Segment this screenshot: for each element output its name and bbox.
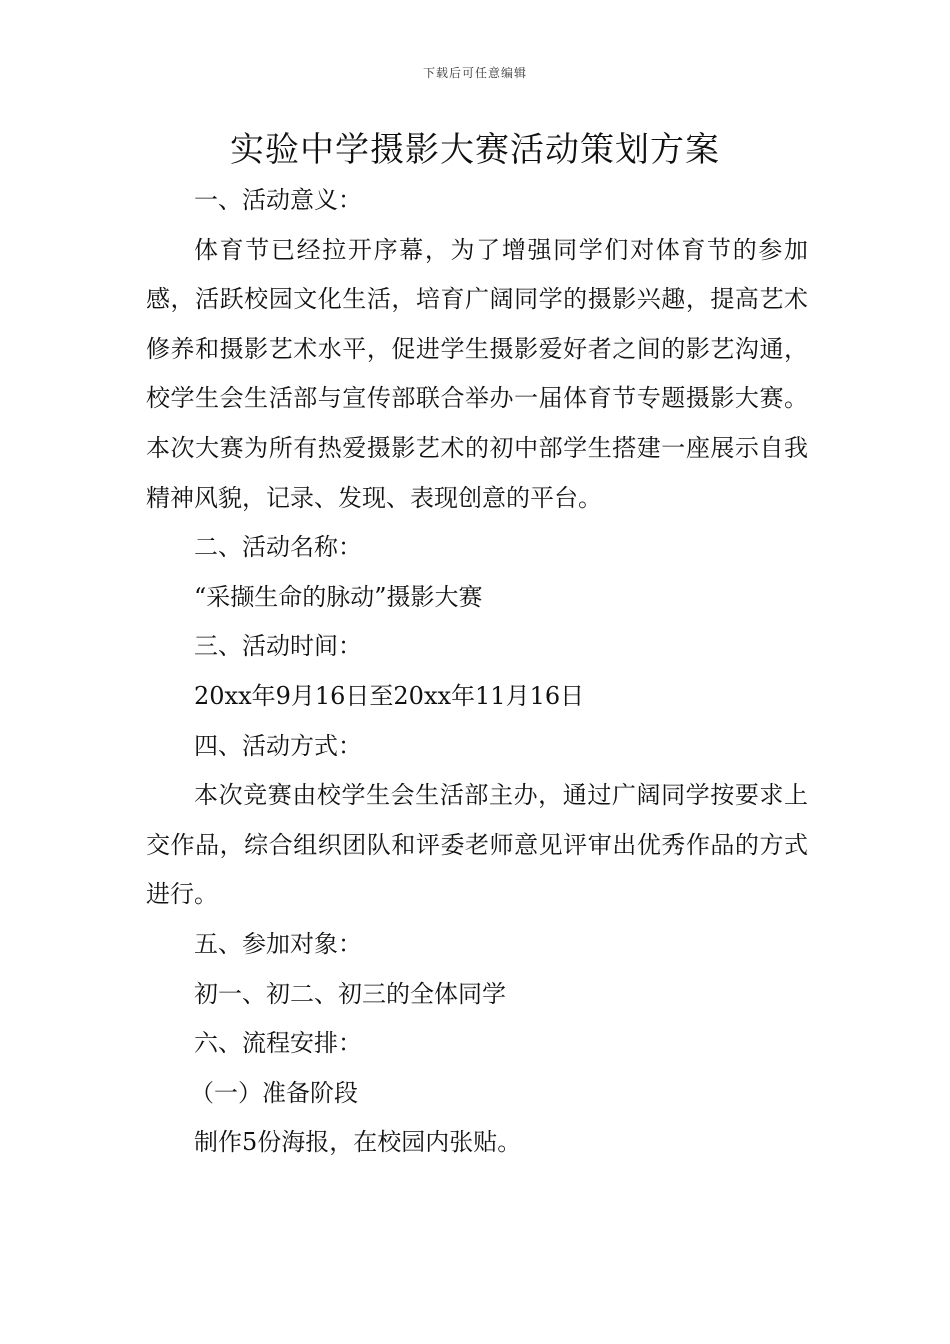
header-note: 下载后可任意编辑: [422, 66, 527, 80]
section-body-purpose: 体育节已经拉开序幕，为了增强同学们对体育节的参加感，活跃校园文化生活，培育广阔同学的摄影兴趣，提高艺术修养和摄影艺术水平，促进学生摄影爱好者之间的影艺沟通，校学生会生活部与宣传部联合举办一届体育节专题摄影大赛。本次大赛为所有热爱摄影艺术的初中部学生搭建一座展示自我精神风貌，记录、发现、表现创意的平台。: [146, 235, 808, 512]
section-heading-process: 六、流程安排：: [194, 1029, 362, 1058]
section-body-participants: 初一、初二、初三的全体同学: [194, 979, 506, 1008]
section-heading-method: 四、活动方式：: [194, 731, 362, 760]
subsection-heading-preparation: （一）准备阶段: [190, 1078, 358, 1107]
section-heading-name: 二、活动名称：: [194, 533, 362, 562]
section-heading-participants: 五、参加对象：: [194, 929, 362, 958]
section-body-method: 本次竞赛由校学生会生活部主办，通过广阔同学按要求上交作品，综合组织团队和评委老师意见评审出优秀作品的方式进行。: [146, 781, 808, 909]
section-heading-time: 三、活动时间：: [194, 632, 362, 661]
document-title: 实验中学摄影大赛活动策划方案: [230, 130, 720, 170]
section-body-time: 20xx年9月16日至20xx年11月16日: [194, 681, 585, 710]
section-heading-purpose: 一、活动意义：: [194, 186, 362, 214]
subsection-body-preparation: 制作5份海报，在校园内张贴。: [194, 1128, 522, 1157]
document-body: [146, 176, 808, 1168]
section-body-name: “采撷生命的脉动”摄影大赛: [194, 582, 483, 611]
